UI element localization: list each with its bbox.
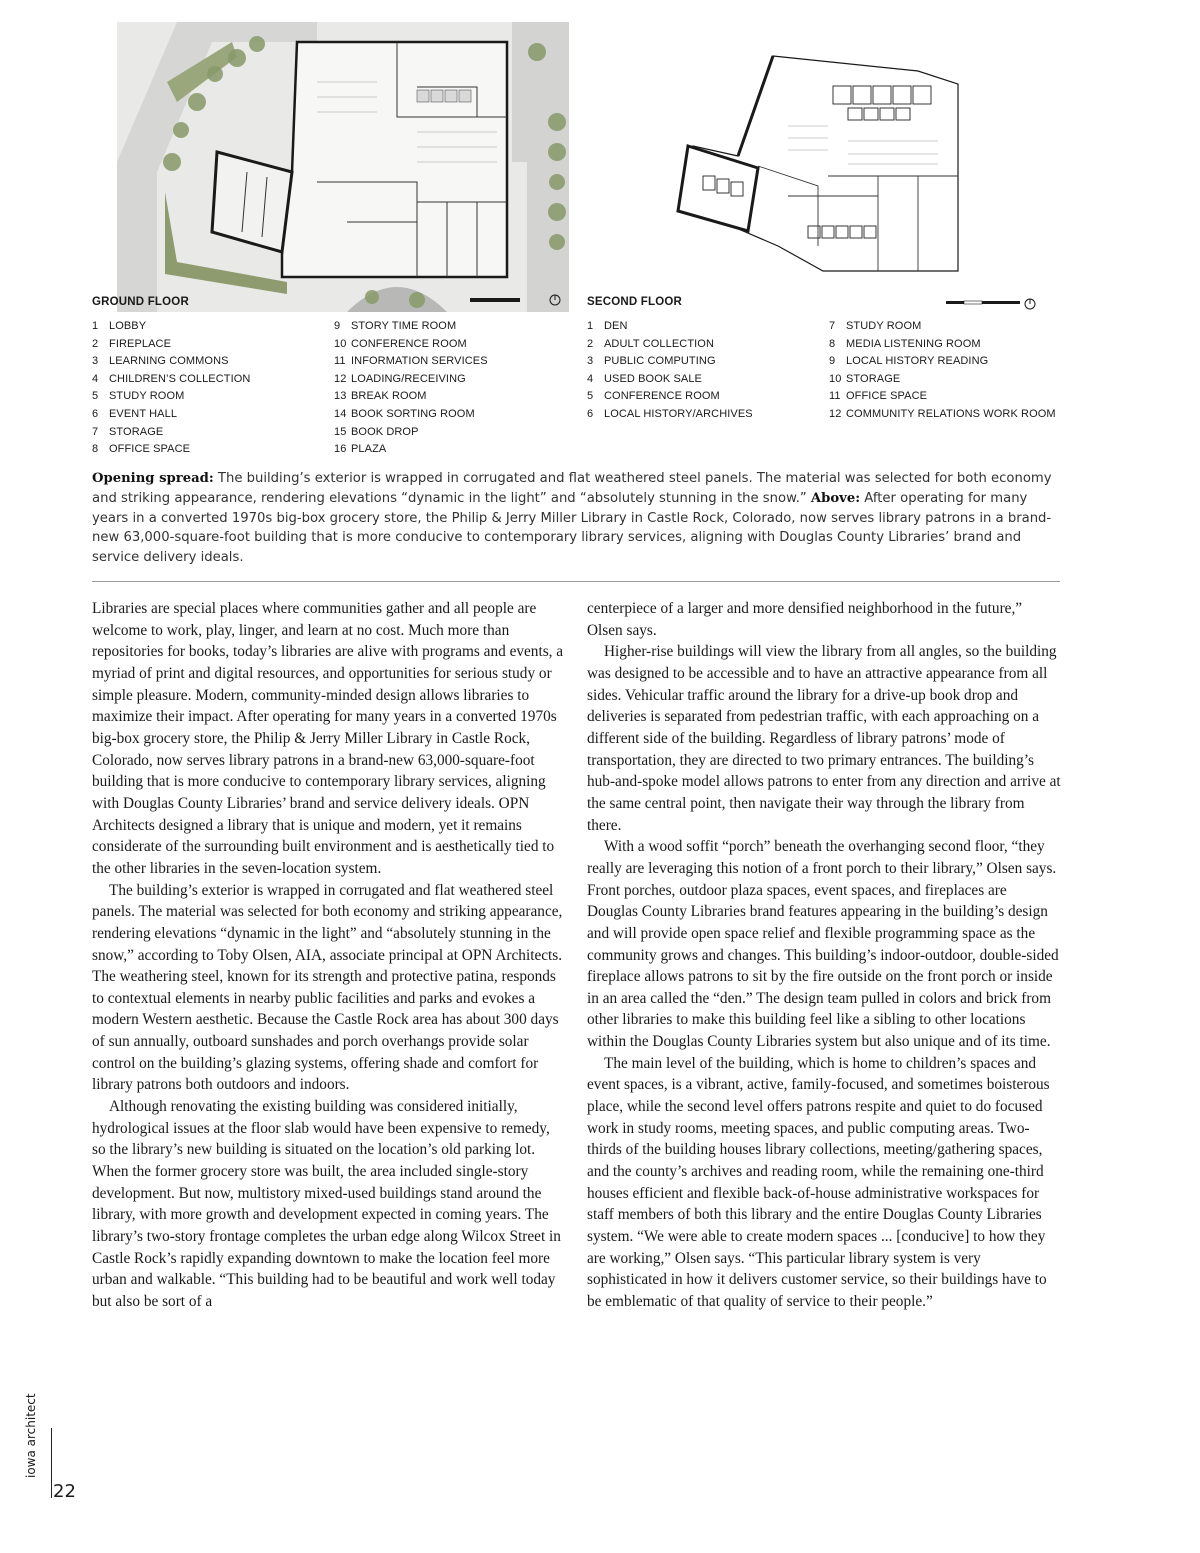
legend-item: 7 STORAGE	[92, 425, 164, 438]
legend-item: 11 OFFICE SPACE	[829, 390, 928, 403]
legend-item: 6 EVENT HALL	[92, 407, 178, 420]
legend-item: 3 LEARNING COMMONS	[92, 355, 229, 368]
legend-item: 4 USED BOOK SALE	[587, 372, 702, 385]
folio-divider	[51, 1428, 52, 1498]
paragraph: The main level of the building, which is home to children’s spaces and event spaces, is a vibrant, active, family-focused, and sometimes boisterous place, while the second level offers patrons respite and quiet to do focused work in study rooms, meeting spaces, and public computing areas. Two-thirds of the building houses library collections, meeting/gathering spaces, and the county’s archives and reading room, while the remaining one-third houses efficient and flexible back-of-house administrative workspaces for staff members of both this library and the entire Douglas County Libraries system. “We were able to create modern spaces ... [conducive] to how they are working,” Olsen says. “This particular library system is very sophisticated in how it delivers customer service, so their buildings have to be emblematic of that quality of service to their people.”	[587, 1054, 1050, 1310]
legend-item: 3 PUBLIC COMPUTING	[587, 355, 716, 368]
paragraph: centerpiece of a larger and more densified neighborhood in the future,” Olsen says.	[587, 600, 1023, 639]
article-column-left	[92, 598, 566, 1313]
article-column-right	[587, 598, 1061, 1313]
legend-item: 9 LOCAL HISTORY READING	[829, 355, 989, 368]
magazine-name: iowa architect	[24, 1393, 38, 1478]
legend-item: 12 COMMUNITY RELATIONS WORK ROOM	[829, 407, 1056, 420]
legend-item: 13 BREAK ROOM	[334, 390, 427, 403]
legend-item: 10 CONFERENCE ROOM	[334, 337, 467, 350]
legend-item: 2 FIREPLACE	[92, 337, 172, 350]
second-floor-title: SECOND FLOOR	[587, 296, 683, 308]
ground-floor-legend-left	[92, 318, 250, 459]
legend-item: 10 STORAGE	[829, 372, 901, 385]
paragraph: With a wood soffit “porch” beneath the overhanging second floor, “they really are leveraging this notion of a front porch to their library,” Olsen says. Front porches, outdoor plaza spaces, event spaces, and fireplaces are Douglas County Libraries brand features appearing in the building’s design and will provide open space relief and flexible programming space as the community grows and changes. This building’s indoor-outdoor, double-sided fireplace allows patrons to sit by the fire outside on the front porch or inside in an area called the “den.” The design team pulled in colors and brick from other libraries to make this building feel like a sibling to other locations within the Douglas County Libraries system but also unique and of its time.	[587, 838, 1059, 1051]
paragraph: Although renovating the existing building was considered initially, hydrological issues at the floor slab would have been expensive to remedy, so the library’s new building is situated on the location’s old parking lot. When the former grocery store was built, the area included single-story development. But now, multistory mixed-used buildings stand around the library, with more growth and development expected in coming years. The library’s two-story frontage completes the urban edge along Wilcox Street in Castle Rock’s rapidly expanding downtown to make the location feel more urban and walkable. “This building had to be beautiful and work well today but also be sort of a	[92, 1098, 561, 1310]
caption-text-opening: The building’s exterior is wrapped in corrugated and flat weathered steel panels. The material was selected for both economy and striking appearance, rendering elevations “dynamic in the light” and “absolutely stunning in the snow.”	[92, 471, 1052, 506]
ground-floor-legend-right	[334, 318, 488, 459]
caption-lead-opening: Opening spread:	[92, 471, 214, 486]
divider	[92, 581, 1060, 582]
legend-item: 12 LOADING/RECEIVING	[334, 372, 466, 385]
legend-item: 14 BOOK SORTING ROOM	[334, 407, 475, 420]
legend-item: 15 BOOK DROP	[334, 425, 419, 438]
paragraph: Higher-rise buildings will view the library from all angles, so the building was designed to be accessible and to have an attractive appearance from all sides. Vehicular traffic around the library for a drive-up book drop and deliveries is separated from pedestrian traffic, with each approaching on a different side of the building. Regardless of library patrons’ mode of transportation, they are directed to two primary entrances. The building’s hub-and-spoke model allows patrons to enter from any direction and arrive at the same central point, then navigate their way through the library from there.	[587, 643, 1061, 834]
legend-item: 9 STORY TIME ROOM	[334, 320, 457, 332]
legend-item: 1 LOBBY	[92, 320, 147, 332]
legend-item: 2 ADULT COLLECTION	[587, 337, 714, 350]
scale-bar	[944, 298, 1040, 314]
photo-caption	[92, 469, 1060, 568]
ground-floor-title: GROUND FLOOR	[92, 296, 189, 308]
paragraph: The building’s exterior is wrapped in corrugated and flat weathered steel panels. The material was selected for both economy and striking appearance, rendering elevations “dynamic in the light” and “absolutely stunning in the snow,” according to Toby Olsen, AIA, associate principal at OPN Architects. The weathering steel, known for its strength and protective patina, responds to contextual elements in nearby public facilities and parks and evokes a modern Western aesthetic. Because the Castle Rock area has about 300 days of sun annually, outboard sunshades and porch overhangs provide solar control on the building’s glazing systems, offering shade and comfort for library patrons both outdoors and indoors.	[92, 881, 563, 1094]
second-floor-plan	[648, 46, 978, 276]
caption-text-above: After operating for many years in a converted 1970s big-box grocery store, the Philip & Jerry Miller Library in Castle Rock, Colorado, now serves library patrons in a brand-new 63,000-square-foot building that is more conducive to contemporary library services, aligning with Douglas County Libraries’ brand and service delivery ideals.	[92, 490, 1052, 566]
legend-item: 16 PLAZA	[334, 443, 387, 456]
second-floor-legend-right	[829, 318, 1056, 424]
caption-lead-above: Above:	[810, 490, 861, 506]
legend-item: 8 OFFICE SPACE	[92, 443, 191, 456]
legend-item: 8 MEDIA LISTENING ROOM	[829, 337, 981, 350]
ground-floor-plan	[117, 22, 569, 312]
paragraph: Libraries are special places where communities gather and all people are welcome to work, play, linger, and learn at no cost. Much more than repositories for books, today’s libraries are alive with programs and events, a myriad of print and digital resources, and opportunities for serious study or simple pleasure. Modern, community-minded design allows libraries to maximize their impact. After operating for many years in a converted 1970s big-box grocery store, the Philip & Jerry Miller Library in Castle Rock, Colorado, now serves library patrons in a brand-new 63,000-square-foot building that is more conducive to contemporary library services, aligning with Douglas County Libraries’ brand and service delivery ideals. OPN Architects designed a library that is unique and modern, yet it remains considerate of the surrounding built environment and is aesthetically tied to the other libraries in the seven-location system.	[92, 600, 564, 877]
legend-item: 5 CONFERENCE ROOM	[587, 390, 720, 403]
legend-item: 1 DEN	[587, 320, 628, 332]
legend-item: 11 INFORMATION SERVICES	[334, 355, 488, 368]
page-number: 22	[53, 1481, 76, 1502]
legend-item: 7 STUDY ROOM	[829, 320, 922, 332]
legend-item: 4 CHILDREN’S COLLECTION	[92, 372, 251, 385]
second-floor-legend-left	[587, 318, 753, 424]
legend-item: 5 STUDY ROOM	[92, 390, 185, 403]
legend-item: 6 LOCAL HISTORY/ARCHIVES	[587, 407, 753, 420]
